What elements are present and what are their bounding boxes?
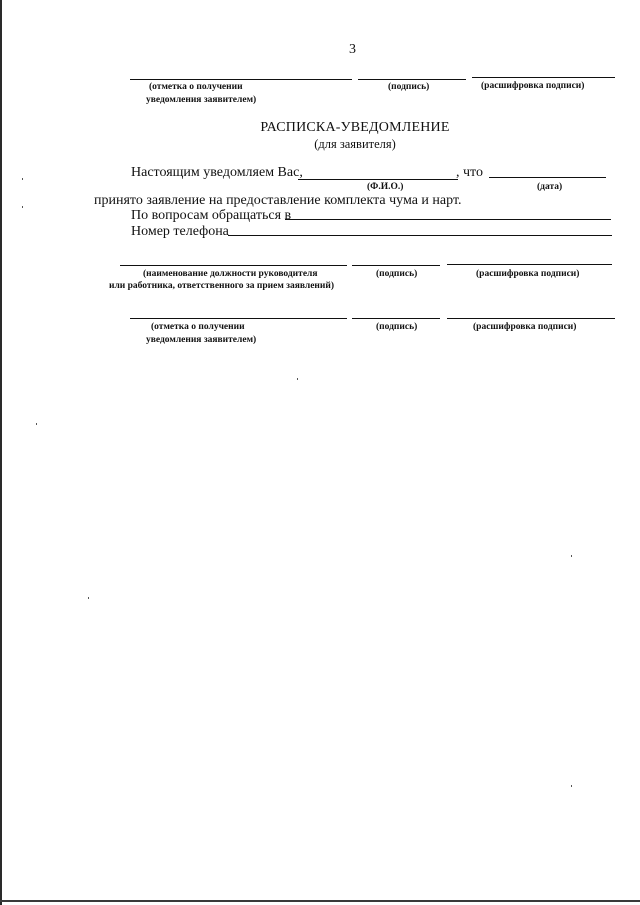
- decode-line-mid: [447, 264, 612, 265]
- mark-line-top: [130, 79, 352, 80]
- decode-label-bottom: (расшифровка подписи): [473, 322, 577, 332]
- mark-label-top-1: (отметка о получении: [149, 82, 243, 92]
- contact-label: По вопросам обращаться в: [131, 208, 292, 223]
- mark-label-top-2: уведомления заявителем): [146, 95, 257, 105]
- page-number: 3: [349, 42, 356, 57]
- phone-line: [228, 235, 612, 236]
- scan-speck: [36, 423, 37, 425]
- accepted-text: принято заявление на предоставление комплекта чума и нарт.: [94, 193, 462, 208]
- position-label-2: или работника, ответственного за прием заявлений): [109, 281, 335, 291]
- signature-label-mid: (подпись): [376, 269, 418, 279]
- scan-speck: [22, 206, 23, 208]
- fio-label: (Ф.И.О.): [367, 182, 404, 192]
- decode-label-mid: (расшифровка подписи): [476, 269, 580, 279]
- decode-line-top: [472, 77, 615, 78]
- scan-bottom-edge: [0, 900, 640, 902]
- decode-label-top: (расшифровка подписи): [481, 81, 585, 91]
- signature-label-bottom: (подпись): [376, 322, 418, 332]
- phone-label: Номер телефона: [131, 224, 229, 239]
- scan-speck: [88, 597, 89, 599]
- signature-line-mid: [352, 265, 440, 266]
- scan-speck: [571, 785, 572, 787]
- decode-line-bottom: [447, 318, 615, 319]
- fio-line: [298, 179, 458, 180]
- scan-speck: [22, 178, 23, 180]
- receipt-subtitle: (для заявителя): [314, 137, 396, 151]
- mark-label-bottom-2: уведомления заявителем): [146, 335, 257, 345]
- date-line: [489, 177, 606, 178]
- notify-that: , что: [456, 165, 483, 180]
- receipt-title: РАСПИСКА-УВЕДОМЛЕНИЕ: [260, 120, 450, 135]
- scan-left-edge: [0, 0, 2, 905]
- scan-speck: [297, 378, 298, 380]
- notify-prefix: Настоящим уведомляем Вас,: [131, 165, 303, 180]
- signature-line-bottom: [352, 318, 440, 319]
- mark-line-bottom: [130, 318, 347, 319]
- position-label-1: (наименование должности руководителя: [143, 269, 318, 279]
- contact-line: [285, 219, 611, 220]
- signature-line-top: [358, 79, 466, 80]
- signature-label-top: (подпись): [388, 82, 430, 92]
- mark-label-bottom-1: (отметка о получении: [151, 322, 245, 332]
- date-label: (дата): [537, 182, 563, 192]
- position-line: [120, 265, 347, 266]
- scan-speck: [571, 555, 572, 557]
